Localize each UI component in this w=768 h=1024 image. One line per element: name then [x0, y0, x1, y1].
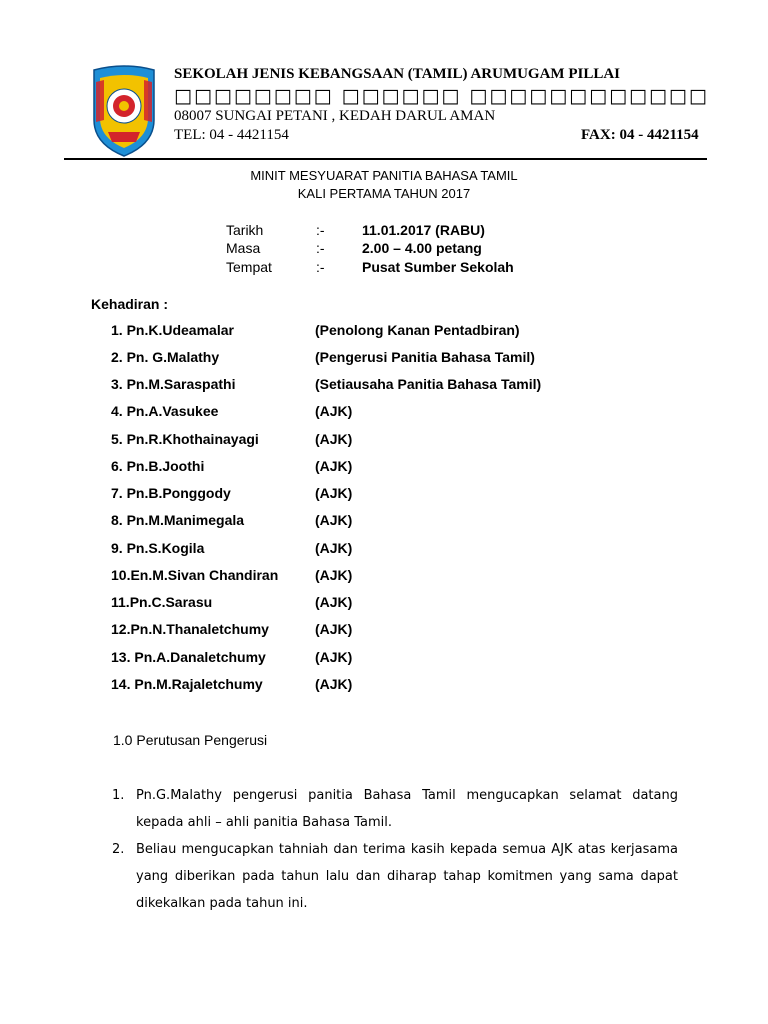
attendance-row	[111, 540, 711, 560]
member-name: 11.Pn.C.Sarasu	[111, 594, 213, 610]
member-name: 6. Pn.B.Joothi	[111, 458, 205, 474]
member-name: 8. Pn.M.Manimegala	[111, 512, 245, 528]
minutes-item	[112, 782, 678, 838]
attendance-row	[111, 649, 711, 669]
member-role: (AJK)	[315, 403, 353, 419]
member-role: (AJK)	[315, 485, 353, 501]
member-role: (AJK)	[315, 431, 353, 447]
attendance-row	[111, 403, 711, 423]
school-name: SEKOLAH JENIS KEBANGSAAN (TAMIL) ARUMUGAM PILLAI	[174, 66, 621, 82]
school-name-tamil: □□□□□□□□ □□□□□□ □□□□□□□□□□□□	[174, 85, 709, 107]
section-heading: 1.0 Perutusan Pengerusi	[113, 732, 268, 748]
attendance-row	[111, 567, 711, 587]
venue-value: Pusat Sumber Sekolah	[362, 259, 514, 275]
time-label: Masa	[226, 240, 261, 256]
member-name: 3. Pn.M.Saraspathi	[111, 376, 236, 392]
item-number: 1.	[112, 788, 125, 803]
member-name: 10.En.M.Sivan Chandiran	[111, 567, 279, 583]
attendance-row	[111, 349, 711, 369]
member-name: 4. Pn.A.Vasukee	[111, 403, 219, 419]
date-separator: :-	[316, 222, 325, 238]
attendance-row	[111, 512, 711, 532]
member-role: (Setiausaha Panitia Bahasa Tamil)	[315, 376, 542, 392]
member-role: (AJK)	[315, 676, 353, 692]
member-role: (AJK)	[315, 594, 353, 610]
attendance-row	[111, 431, 711, 451]
member-name: 1. Pn.K.Udeamalar	[111, 322, 234, 338]
time-value: 2.00 – 4.00 petang	[362, 240, 482, 256]
venue-label: Tempat	[226, 259, 272, 275]
member-role: (Penolong Kanan Pentadbiran)	[315, 322, 520, 338]
member-name: 13. Pn.A.Danaletchumy	[111, 649, 266, 665]
attendance-row	[111, 322, 711, 342]
attendance-row	[111, 676, 711, 696]
attendance-row	[111, 485, 711, 505]
school-fax: FAX: 04 - 4421154	[581, 127, 699, 143]
attendance-row	[111, 594, 711, 614]
item-number: 2.	[112, 842, 125, 857]
time-separator: :-	[316, 240, 325, 256]
attendance-row	[111, 376, 711, 396]
member-name: 9. Pn.S.Kogila	[111, 540, 205, 556]
member-role: (AJK)	[315, 649, 353, 665]
member-role: (AJK)	[315, 621, 353, 637]
date-value: 11.01.2017 (RABU)	[362, 222, 485, 238]
item-text: Pn.G.Malathy pengerusi panitia Bahasa Tamil mengucapkan selamat datang kepada ahli – ahli panitia Bahasa Tamil.	[136, 788, 678, 830]
header-divider	[64, 158, 707, 160]
attendance-row	[111, 458, 711, 478]
attendance-row	[111, 621, 711, 641]
member-name: 7. Pn.B.Ponggody	[111, 485, 231, 501]
document-subtitle: KALI PERTAMA TAHUN 2017	[297, 186, 471, 201]
document-title: MINIT MESYUARAT PANITIA BAHASA TAMIL	[250, 168, 518, 183]
member-name: 14. Pn.M.Rajaletchumy	[111, 676, 263, 692]
school-crest-logo	[90, 62, 158, 158]
school-telephone: TEL: 04 - 4421154	[174, 127, 289, 143]
item-text: Beliau mengucapkan tahniah dan terima kasih kepada semua AJK atas kerjasama yang diberikan pada tahun lalu dan diharap tahap komitmen yang sama dapat dikekalkan pada tahun ini.	[136, 842, 678, 911]
venue-separator: :-	[316, 259, 325, 275]
school-address: 08007 SUNGAI PETANI , KEDAH DARUL AMAN	[174, 108, 496, 124]
member-name: 2. Pn. G.Malathy	[111, 349, 220, 365]
member-role: (AJK)	[315, 512, 353, 528]
member-role: (AJK)	[315, 458, 353, 474]
member-name: 5. Pn.R.Khothainayagi	[111, 431, 259, 447]
member-name: 12.Pn.N.Thanaletchumy	[111, 621, 269, 637]
member-role: (AJK)	[315, 540, 353, 556]
member-role: (AJK)	[315, 567, 353, 583]
date-label: Tarikh	[226, 222, 264, 238]
minutes-item	[112, 836, 678, 920]
member-role: (Pengerusi Panitia Bahasa Tamil)	[315, 349, 535, 365]
attendance-heading: Kehadiran :	[91, 296, 169, 312]
